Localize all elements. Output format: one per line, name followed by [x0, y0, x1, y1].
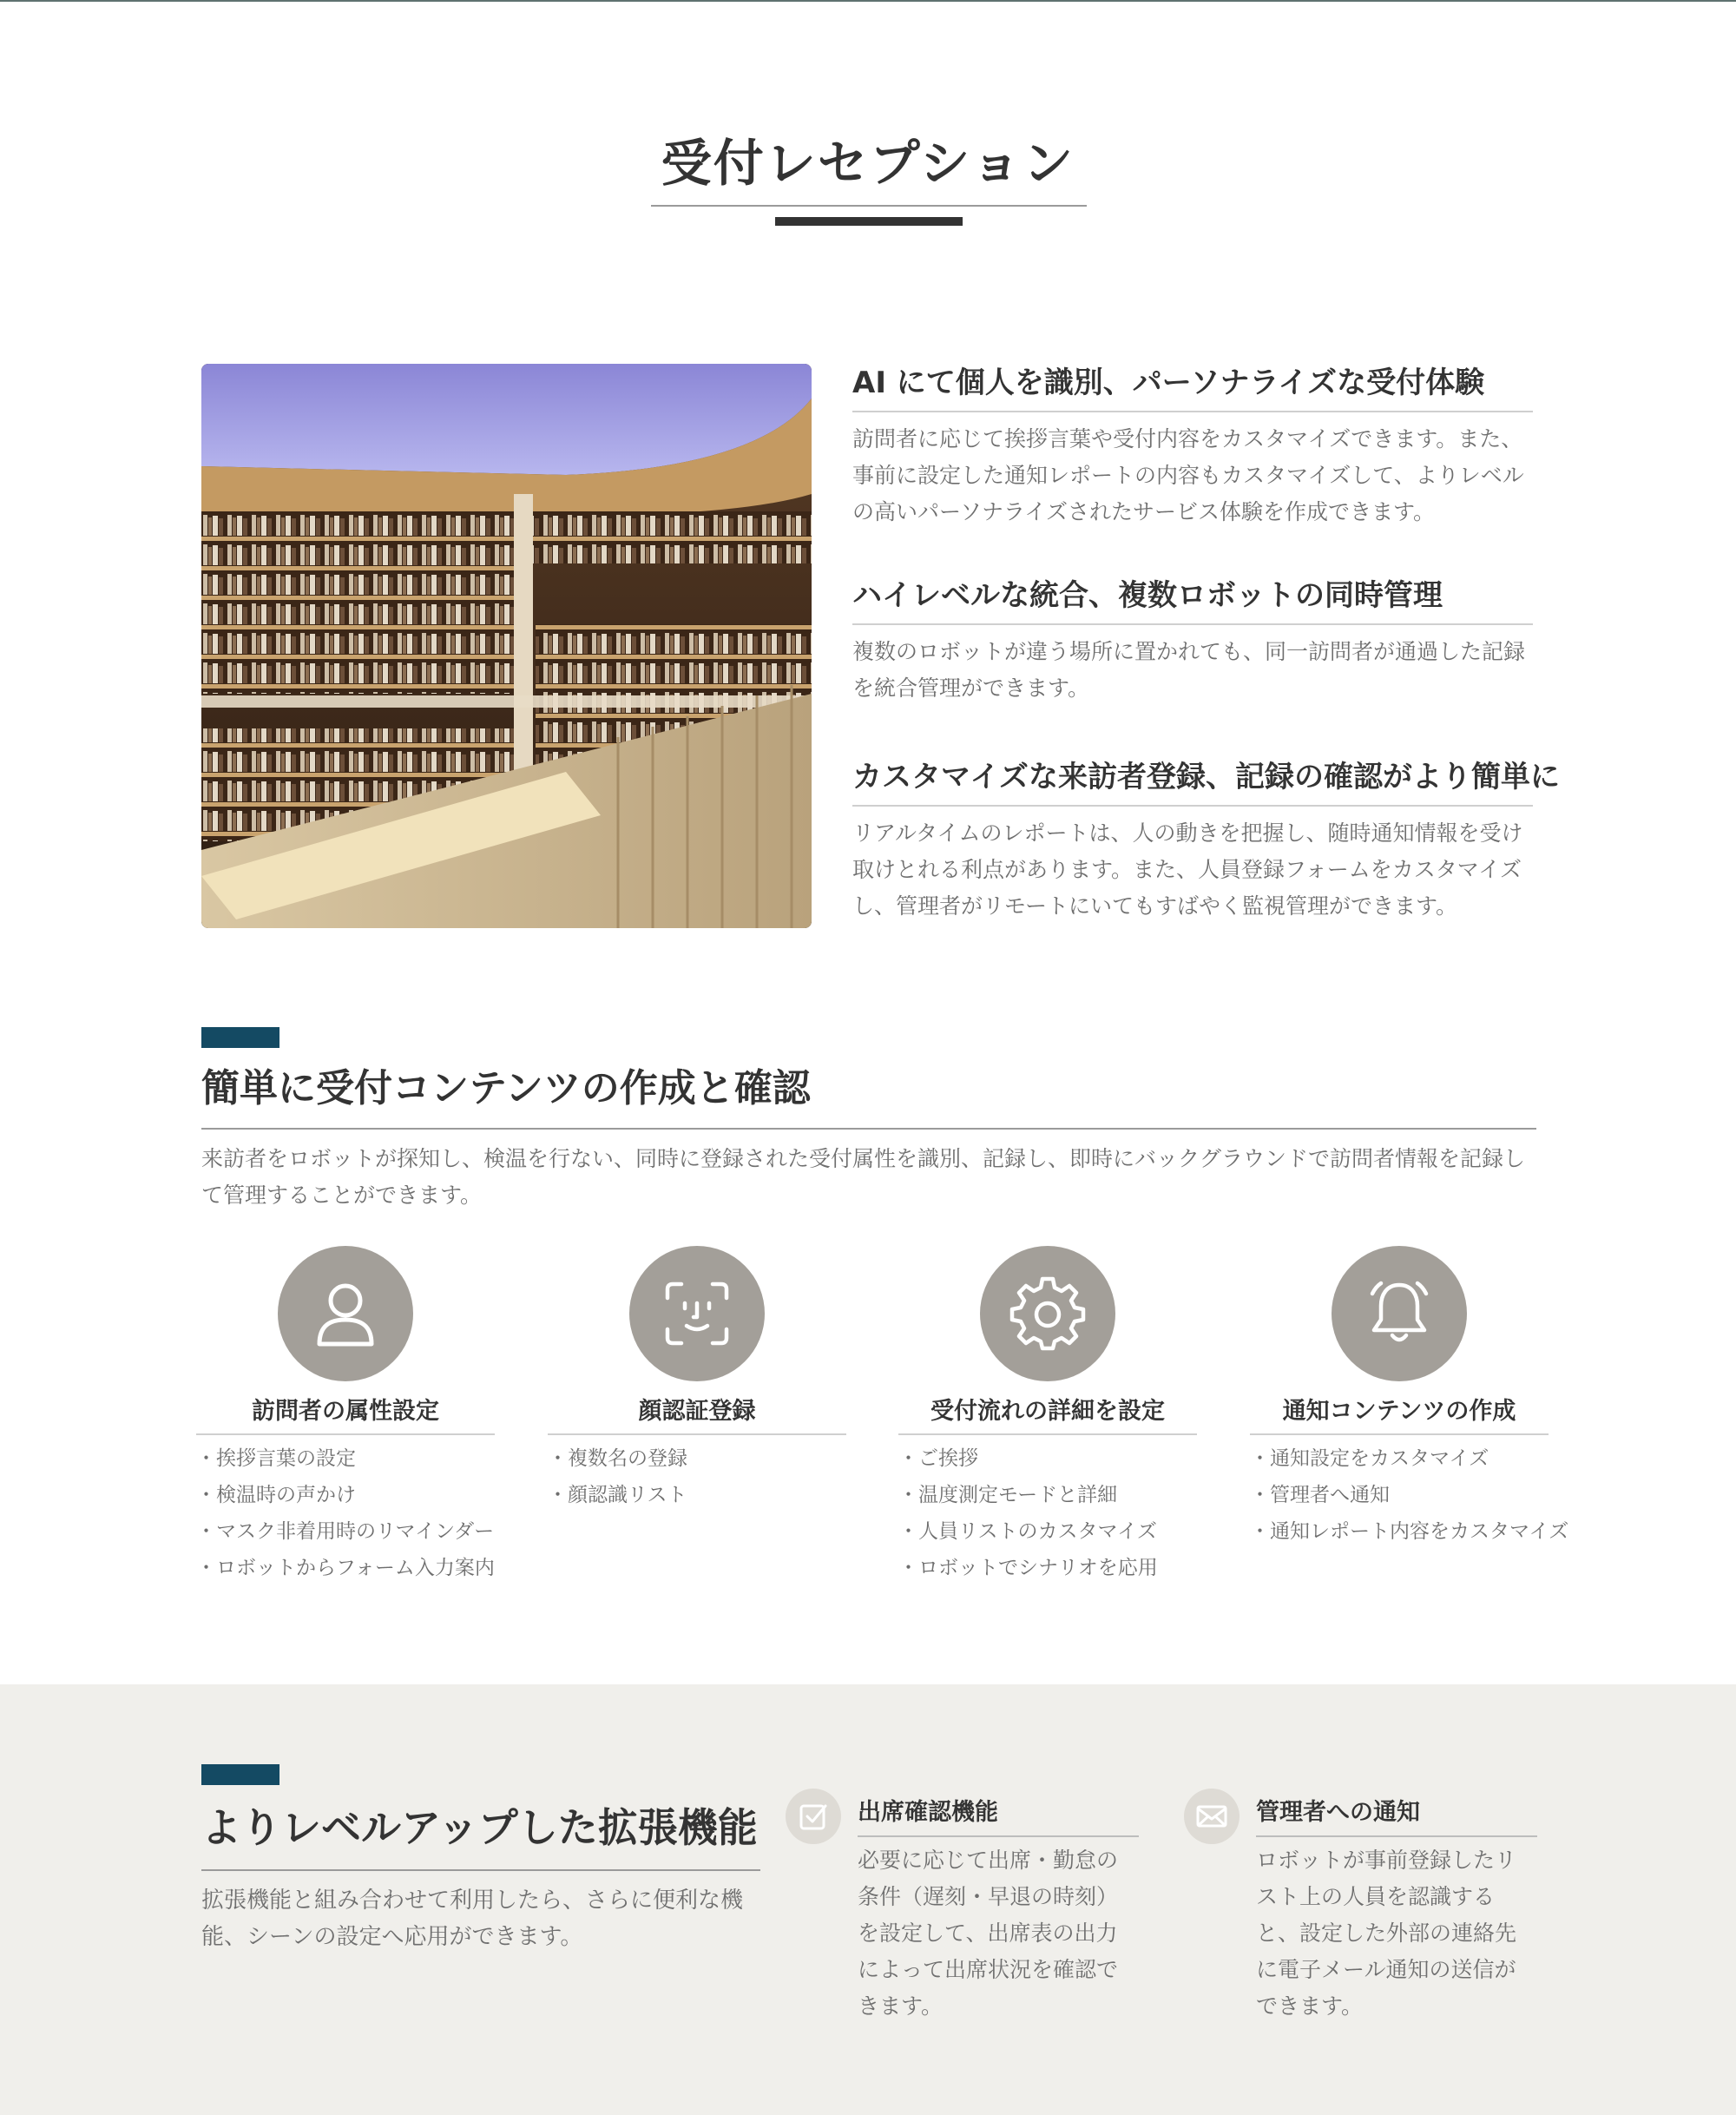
title-divider: [651, 205, 1087, 207]
section-divider: [201, 1128, 1536, 1130]
hero-library-image: [201, 364, 812, 928]
extension-title: 出席確認機能: [858, 1794, 1139, 1837]
column-list: [1250, 1440, 1569, 1550]
face-id-icon: [629, 1246, 765, 1381]
feature-text: 訪問者に応じて挨拶言葉や受付内容をカスタマイズできます。また、事前に設定した通知レポートの内容もカスタマイズして、よりレベルの高いパーソナライズされたサービス体験を作成できます。: [852, 426, 1524, 524]
extension-text: 必要に応じて出席・勤怠の条件（遅刻・早退の時刻）を設定して、出席表の出力によって出席状況を確認できます。: [858, 1848, 1119, 2019]
section-divider: [201, 1869, 760, 1871]
list-item: ・ 挨拶言葉の設定: [196, 1440, 495, 1477]
extension-attendance: [858, 1794, 1139, 2025]
list-item: ・ ロボットからフォーム入力案内: [196, 1550, 495, 1586]
section-title: 簡単に受付コンテンツの作成と確認: [201, 1066, 811, 1110]
column-title: 受付流れの詳細を設定: [898, 1394, 1197, 1435]
list-item: ・ 顔認識リスト: [548, 1477, 846, 1513]
column-title: 訪問者の属性設定: [196, 1394, 495, 1435]
extension-text: ロボットが事前登録したリスト上の人員を認識すると、設定した外部の連絡先に電子メール通知の送信ができます。: [1256, 1848, 1517, 2019]
list-item: ・ ロボットでシナリオを応用: [898, 1550, 1197, 1586]
bell-icon: [1332, 1246, 1467, 1381]
column-list: [548, 1440, 846, 1513]
feature-text: リアルタイムのレポートは、人の動きを把握し、随時通知情報を受け取けとれる利点があります。また、人員登録フォームをカスタマイズし、管理者がリモートにいてもすばやく監視管理ができます。: [852, 820, 1523, 919]
section-title: よりレベルアップした拡張機能: [201, 1804, 758, 1851]
feature-ai-identification: [852, 360, 1533, 530]
column-title: 通知コンテンツの作成: [1250, 1394, 1549, 1435]
column-notification: [1250, 1246, 1569, 1550]
checkbox-icon: [786, 1789, 841, 1844]
section-accent-bar: [201, 1764, 279, 1785]
list-item: ・ 管理者へ通知: [1250, 1477, 1549, 1513]
section-description: 来訪者をロボットが探知し、検温を行ない、同時に登録された受付属性を識別、記録し、即時にバックグラウンドで訪問者情報を記録して管理することができます。: [201, 1146, 1526, 1208]
column-title: 顔認証登録: [548, 1394, 846, 1435]
feature-multi-robot: [852, 573, 1533, 707]
list-item: ・ 通知設定をカスタマイズ: [1250, 1440, 1549, 1477]
feature-title: カスタマイズな来訪者登録、記録の確認がより簡単に: [852, 754, 1533, 807]
feature-title: AI にて個人を識別、パーソナライズな受付体験: [852, 360, 1533, 412]
column-reception-flow: [898, 1246, 1197, 1586]
feature-title: ハイレベルな統合、複数ロボットの同時管理: [852, 573, 1533, 625]
extension-title: 管理者への通知: [1256, 1794, 1537, 1837]
top-border: [0, 0, 1736, 2]
list-item: ・ 複数名の登録: [548, 1440, 846, 1477]
list-item: ・ 人員リストのカスタマイズ: [898, 1513, 1197, 1550]
feature-visitor-registration: [852, 754, 1560, 925]
feature-text: 複数のロボットが違う場所に置かれても、同一訪問者が通過した記録を統合管理ができます。: [852, 639, 1526, 701]
gear-icon: [980, 1246, 1115, 1381]
section-description: 拡張機能と組み合わせて利用したら、さらに便利な機能、シーンの設定へ応用ができます。: [201, 1888, 744, 1950]
column-list: [196, 1440, 495, 1586]
column-face-registration: [548, 1246, 846, 1513]
list-item: ・ 検温時の声かけ: [196, 1477, 495, 1513]
list-item: ・ マスク非着用時のリマインダー: [196, 1513, 495, 1550]
extension-admin-notification: [1256, 1794, 1537, 2025]
page-title: 受付レセプション: [661, 134, 1075, 193]
list-item: ・ 通知レポート内容をカスタマイズ: [1250, 1513, 1549, 1550]
user-icon: [278, 1246, 413, 1381]
list-item: ・ ご挨拶: [898, 1440, 1197, 1477]
title-underline-bar: [775, 217, 963, 226]
mail-icon: [1184, 1789, 1240, 1844]
list-item: ・ 温度測定モードと詳細: [898, 1477, 1197, 1513]
section-accent-bar: [201, 1027, 279, 1048]
library-photo: [201, 364, 812, 928]
column-list: [898, 1440, 1197, 1586]
column-visitor-attributes: [196, 1246, 495, 1586]
